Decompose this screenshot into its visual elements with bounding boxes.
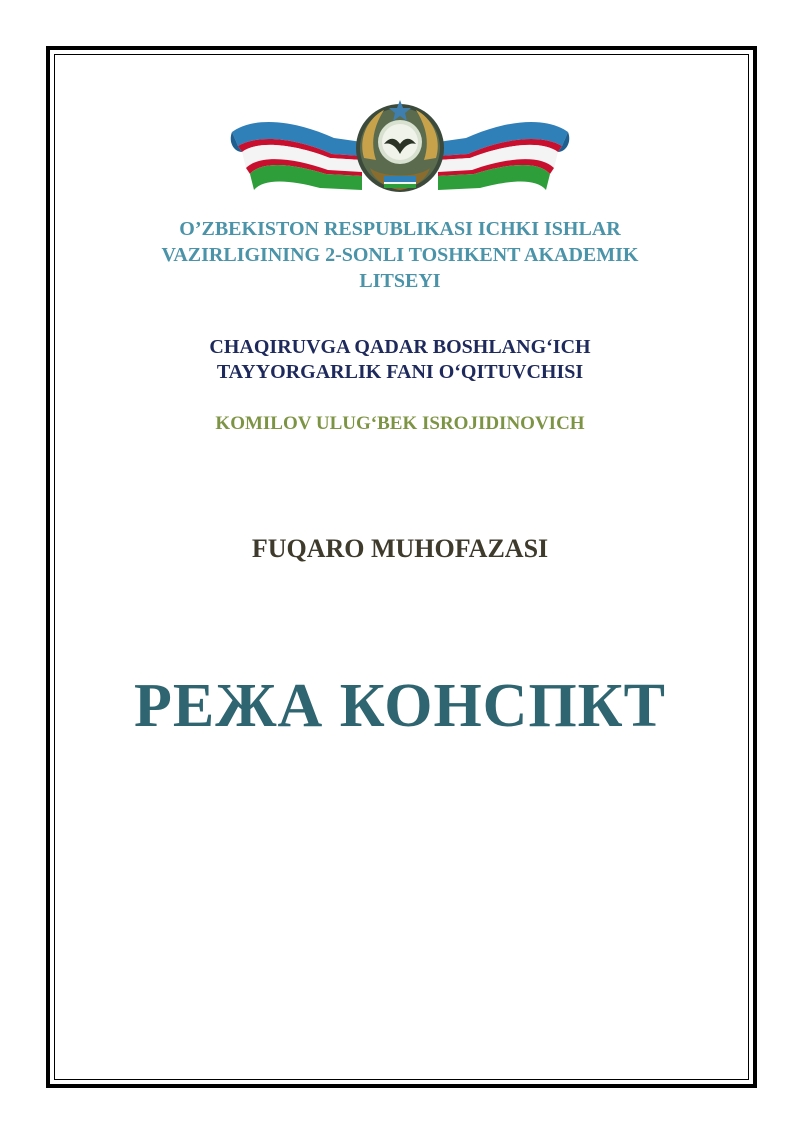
document-type-title: РЕЖА КОНСПКТ [134, 672, 666, 740]
coat-of-arms [356, 100, 444, 192]
state-emblem-icon [224, 98, 576, 193]
page-border-inner [54, 54, 749, 1080]
institution-line-2: VAZIRLIGINING 2-SONLI TOSHKENT AKADEMIK [161, 244, 639, 266]
flag-ribbon-left [231, 122, 362, 190]
position-title [60, 335, 740, 385]
author-name: KOMILOV ULUG‘BEK ISROJIDINOVICH [215, 413, 585, 434]
institution-name [60, 216, 740, 294]
position-line-2: TAYYORGARLIK FANI O‘QITUVCHISI [216, 361, 584, 383]
subject-title: FUQARO MUHOFAZASI [251, 534, 549, 563]
institution-line-1: O’ZBEKISTON RESPUBLIKASI ICHKI ISHLAR [179, 218, 621, 240]
institution-line-3: LITSEYI [359, 270, 441, 292]
position-line-1: CHAQIRUVGA QADAR BOSHLANG‘ICH [209, 336, 591, 358]
flag-ribbon-right [438, 122, 569, 190]
